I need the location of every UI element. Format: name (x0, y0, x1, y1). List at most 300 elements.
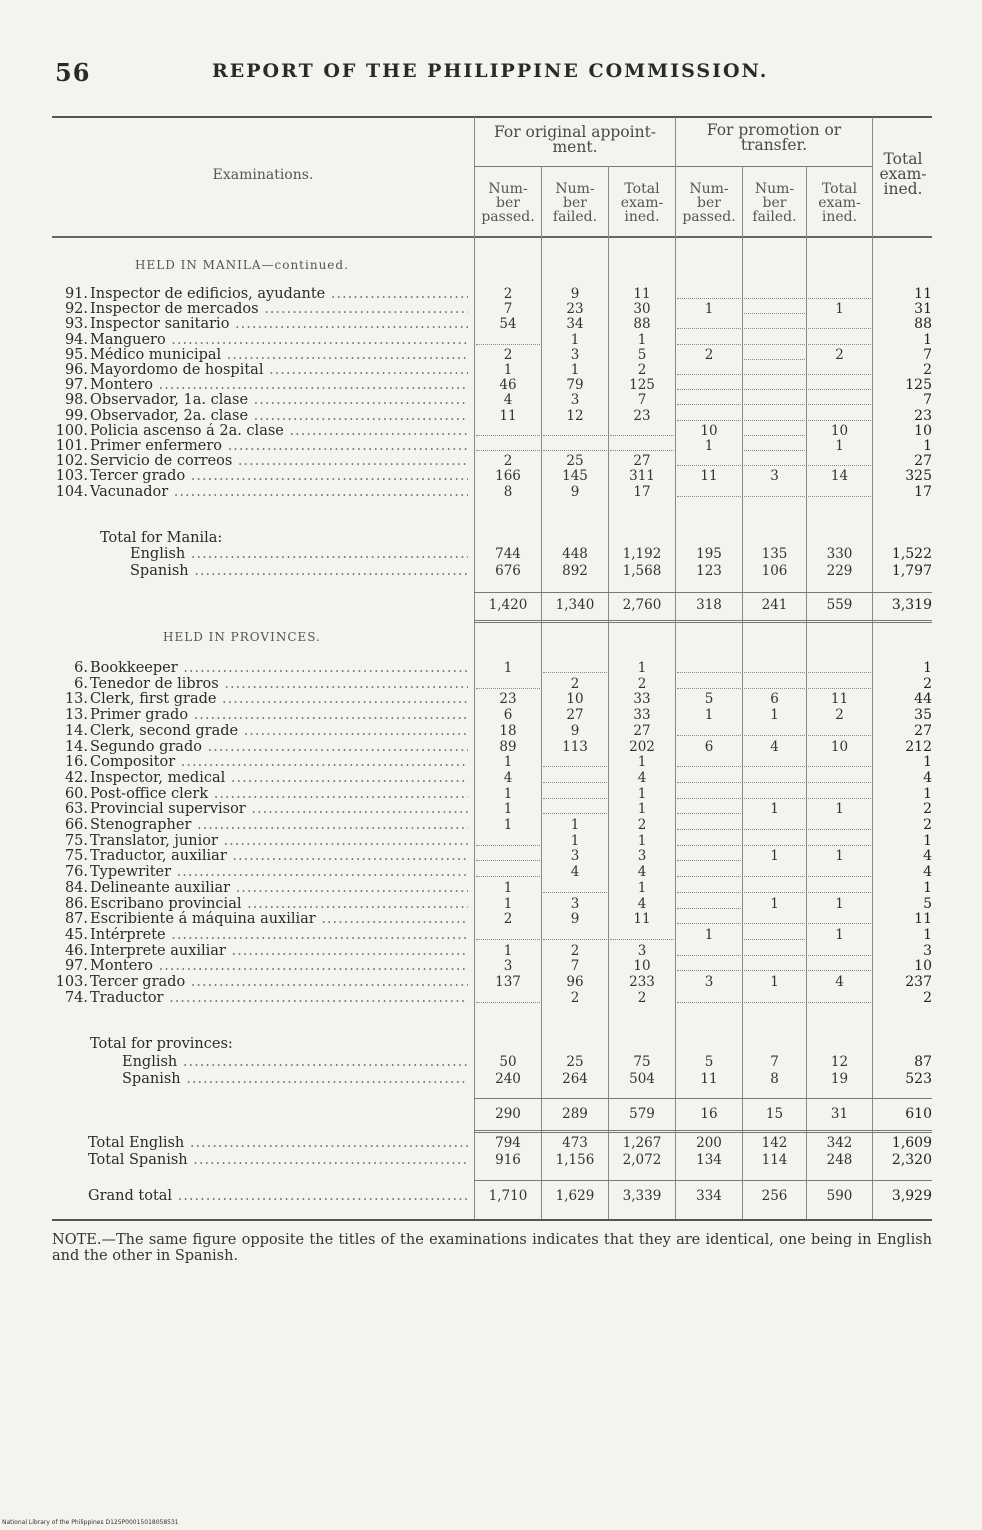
table-row (0, 660, 982, 677)
cell-op: 2 (503, 346, 513, 363)
cell-total-examined: 27 (914, 722, 932, 739)
original-appointment-header: For original appoint- ment. (493, 123, 657, 156)
cell-ot: 33 (633, 691, 651, 708)
cell-op: 676 (495, 563, 521, 579)
cell-total-examined: 125 (905, 377, 932, 394)
cell-ot: 17 (633, 483, 651, 500)
exam-number: 93. (64, 316, 88, 333)
table-row (0, 739, 982, 756)
cell-total-examined: 523 (905, 1071, 932, 1087)
exam-title: Clerk, second grade ..... (90, 723, 468, 739)
manila-sum-rule (474, 592, 932, 593)
cell-pt (808, 362, 871, 375)
cell-pf: 8 (770, 1071, 779, 1087)
cell-ot: 7 (637, 392, 647, 409)
exam-number: 84. (64, 879, 88, 896)
cell-of: 2 (570, 675, 580, 692)
exam-number: 86. (64, 895, 88, 912)
cell-of (543, 660, 607, 673)
cell-pf (744, 408, 805, 421)
exam-number: 63. (64, 801, 88, 818)
cell-ot: 1 (637, 331, 647, 348)
promotion-transfer-header: For promotion or transfer. (706, 121, 842, 154)
cell-pp: 123 (696, 563, 722, 579)
grand-total-rule (474, 1180, 932, 1181)
num-passed-header: Num- ber passed. (481, 181, 535, 225)
table-row (0, 943, 982, 960)
exam-label (52, 943, 468, 960)
exam-title: Montero ..... (90, 958, 468, 974)
cell-total-examined: 11 (914, 911, 932, 928)
total-exam-header: Total exam- ined. (620, 181, 664, 225)
total-label (122, 1071, 468, 1088)
page-number: 56 (55, 58, 91, 87)
cell-pf (744, 927, 805, 940)
cell-pp (677, 770, 741, 783)
cell-ot: 4 (637, 864, 647, 881)
cell-ot: 4 (637, 769, 647, 786)
provinces-sum-row (0, 1106, 982, 1123)
cell-pt (808, 676, 871, 689)
cell-pt: 19 (830, 1071, 849, 1087)
cell-ot: 2 (637, 675, 647, 692)
cell-pt: 590 (826, 1188, 853, 1204)
cell-pp (677, 660, 741, 673)
cell-pf: 106 (761, 563, 788, 579)
cell-pt: 11 (830, 691, 849, 708)
cell-op: 8 (503, 483, 513, 500)
cell-op: 1 (503, 362, 513, 378)
cell-pf (744, 770, 805, 783)
exam-number: 76. (64, 864, 88, 881)
cell-total-examined: 31 (914, 301, 932, 318)
cell-op: 1 (503, 879, 513, 896)
cell-ot: 27 (633, 722, 651, 739)
exam-number: 87. (64, 911, 88, 928)
exam-title: Segundo grado ..... (90, 739, 468, 755)
exam-label (52, 927, 468, 944)
cell-op: 137 (495, 974, 521, 990)
cell-op: 1 (503, 785, 513, 802)
manila-sum-row (0, 597, 982, 614)
cell-pp (677, 880, 741, 893)
cell-op: 2 (503, 911, 513, 928)
cell-pt: 1 (835, 848, 844, 865)
exam-number: 14. (64, 722, 88, 739)
table-row (0, 911, 982, 928)
exam-title: Stenographer ..... (90, 817, 468, 833)
table-row (0, 817, 982, 834)
exam-label (52, 990, 468, 1007)
exam-title: Provincial supervisor ..... (90, 801, 468, 817)
cell-pp: 1 (704, 301, 714, 318)
cell-pp (677, 484, 741, 497)
exam-number: 94. (64, 331, 88, 348)
cell-pt: 1 (835, 895, 844, 912)
cell-total-examined: 4 (923, 864, 932, 881)
exam-number: 13. (64, 707, 88, 724)
cell-pf: 3 (770, 468, 779, 485)
cell-of: 9 (570, 722, 580, 739)
exam-label (52, 801, 468, 818)
cell-of: 1,629 (555, 1188, 595, 1204)
cell-pt (808, 990, 871, 1003)
exam-title: Intérprete ..... (90, 927, 468, 943)
library-footer: National Library of the Philippines D125P00015018058531 (2, 1519, 179, 1526)
exam-label (52, 896, 468, 913)
cell-of: 25 (566, 1054, 584, 1070)
cell-pp (677, 408, 741, 421)
exam-title: Vacunador ..... (90, 484, 468, 500)
cell-pt (808, 754, 871, 767)
cell-total-examined: 44 (914, 691, 932, 708)
cell-total-examined: 3,929 (891, 1188, 932, 1204)
cell-pt (808, 332, 871, 345)
cell-ot: 579 (629, 1106, 655, 1122)
cell-pf (744, 316, 805, 329)
cell-of: 1 (570, 832, 580, 849)
cell-pt: 4 (835, 974, 844, 990)
cell-total-examined: 1 (923, 754, 932, 771)
cell-pp: 195 (696, 546, 722, 562)
promo-failed-header: Num- ber failed. (752, 181, 797, 225)
cell-pf (744, 723, 805, 736)
cell-op (476, 438, 540, 451)
exam-title: Primer enfermero ..... (90, 438, 468, 454)
cell-ot: 1 (637, 785, 647, 802)
cell-ot: 11 (633, 286, 651, 302)
cell-ot: 2,072 (622, 1152, 662, 1168)
exam-title: Tercer grado ..... (90, 974, 468, 990)
cell-total-examined: 2 (923, 362, 932, 378)
cell-ot: 1,267 (622, 1135, 662, 1151)
cell-total-examined: 3 (923, 942, 932, 959)
cell-op: 1 (503, 754, 513, 771)
exam-label (52, 974, 468, 991)
total-label (88, 1152, 468, 1169)
cell-pp (677, 943, 741, 956)
cell-of: 23 (566, 301, 584, 318)
cell-total-examined: 1 (923, 926, 932, 943)
exam-title: Tenedor de libros ..... (90, 676, 468, 692)
exam-title: Typewriter ..... (90, 864, 468, 880)
cell-pf: 6 (770, 691, 779, 708)
cell-pp (677, 911, 741, 924)
exam-title: Inspector de mercados ..... (90, 301, 468, 317)
exam-number: 92. (64, 301, 88, 318)
exam-label (52, 880, 468, 897)
exam-title: Primer grado ..... (90, 707, 468, 723)
cell-pt (808, 880, 871, 893)
cell-pf: 114 (761, 1152, 788, 1168)
cell-pp: 2 (704, 346, 714, 363)
cell-pf: 1 (770, 974, 779, 990)
exam-number: 97. (64, 958, 88, 975)
cell-pt: 342 (826, 1135, 853, 1151)
cell-ot: 504 (629, 1071, 655, 1087)
exam-title: Traductor ..... (90, 990, 468, 1006)
cell-total-examined: 1 (923, 331, 932, 348)
exam-number: 46. (64, 942, 88, 959)
cell-pp: 5 (704, 1054, 714, 1070)
cell-total-examined: 2 (923, 989, 932, 1006)
cell-total-examined: 7 (923, 346, 932, 363)
cell-pp: 334 (696, 1188, 722, 1204)
cell-pf (744, 943, 805, 956)
exam-number: 104. (55, 483, 88, 500)
cell-ot: 30 (633, 301, 651, 318)
cell-ot: 2 (637, 817, 647, 833)
cell-of: 1,156 (555, 1152, 595, 1168)
table-row (0, 848, 982, 865)
exam-number: 6. (74, 660, 88, 676)
manila-english-row (0, 546, 982, 563)
cell-pf (744, 362, 805, 375)
cell-of: 3 (570, 848, 580, 865)
cell-of (543, 801, 607, 814)
cell-pp: 200 (696, 1135, 722, 1151)
cell-op: 1 (503, 801, 513, 818)
exam-number: 100. (55, 422, 88, 439)
cell-of: 79 (566, 377, 584, 394)
group-header-rule (474, 166, 872, 167)
cell-pf: 241 (761, 597, 788, 613)
table-row (0, 484, 982, 501)
cell-pf (744, 864, 805, 877)
cell-of: 27 (566, 707, 584, 724)
cell-pf (744, 911, 805, 924)
cell-op: 1,710 (488, 1188, 528, 1204)
cell-pp (677, 990, 741, 1003)
exam-title: Montero ..... (90, 377, 468, 393)
cell-pt (808, 817, 871, 830)
cell-pp: 134 (696, 1152, 722, 1168)
exam-title: Post-office clerk ..... (90, 786, 468, 802)
exam-title: Inspector, medical ..... (90, 770, 468, 786)
cell-pt (808, 770, 871, 783)
cell-of: 3 (570, 895, 580, 912)
exam-title: Traductor, auxiliar ..... (90, 848, 468, 864)
exam-label (52, 676, 468, 693)
cell-total-examined: 3,319 (891, 597, 932, 613)
cell-total-examined: 1 (923, 660, 932, 676)
header-bottom-rule (52, 236, 932, 238)
cell-op: 166 (495, 468, 521, 485)
cell-pf (744, 377, 805, 390)
total-label (122, 1054, 468, 1071)
exam-number: 96. (64, 362, 88, 378)
exam-number: 42. (64, 769, 88, 786)
examinations-header: Examinations. (212, 167, 314, 183)
table-row (0, 927, 982, 944)
cell-pt: 1 (835, 801, 844, 818)
cell-total-examined: 27 (914, 453, 932, 470)
cell-op: 46 (499, 377, 517, 394)
exam-number: 103. (55, 974, 88, 990)
cell-pf (744, 880, 805, 893)
cell-pt (808, 911, 871, 924)
cell-ot (610, 423, 674, 436)
cell-pf: 7 (770, 1054, 779, 1070)
cell-pt: 1 (835, 301, 844, 318)
cell-pp: 5 (704, 691, 714, 708)
total-label-text: English ..... (130, 546, 468, 562)
cell-total-examined: 325 (905, 468, 932, 485)
cell-pp (677, 377, 741, 390)
cell-of (543, 423, 607, 436)
cell-op: 18 (499, 722, 517, 739)
exam-title: Tercer grado ..... (90, 468, 468, 484)
cell-op: 2 (503, 286, 513, 302)
exam-number: 75. (64, 832, 88, 849)
exam-label (52, 484, 468, 501)
cell-pt: 1 (835, 438, 844, 454)
cell-total-examined: 88 (914, 316, 932, 333)
cell-ot: 1 (637, 801, 647, 818)
exam-label (52, 739, 468, 756)
cell-ot: 125 (629, 377, 655, 394)
exam-title: Servicio de correos ..... (90, 453, 468, 469)
cell-of: 9 (570, 286, 580, 302)
exam-number: 103. (55, 468, 88, 485)
exam-title: Observador, 1a. clase ..... (90, 392, 468, 408)
cell-pf (744, 990, 805, 1003)
cell-of (543, 770, 607, 783)
cell-op (476, 864, 540, 877)
cell-ot: 233 (629, 974, 655, 990)
cell-op (476, 990, 540, 1003)
cell-ot: 2,760 (622, 597, 662, 613)
cell-pf (744, 438, 805, 451)
cell-ot (610, 438, 674, 451)
cell-pf (744, 958, 805, 971)
total-label (88, 1135, 468, 1152)
cell-total-examined: 23 (914, 407, 932, 424)
cell-pt: 330 (826, 546, 853, 562)
cell-pp: 6 (704, 738, 714, 755)
exam-label (52, 691, 468, 708)
provinces-end-rule (474, 1130, 932, 1133)
total-spanish-row (0, 1152, 982, 1169)
table-row (0, 801, 982, 818)
cell-pp: 16 (700, 1106, 718, 1122)
exam-title: Bookkeeper ..... (90, 660, 468, 676)
cell-ot: 1 (637, 832, 647, 849)
exam-title: Manguero ..... (90, 332, 468, 348)
cell-total-examined: 4 (923, 769, 932, 786)
cell-pt (808, 660, 871, 673)
table-note: NOTE.—The same figure opposite the titles of the examinations indicates that they are identical, one being in English and the other in Spanish. (52, 1232, 932, 1264)
cell-ot: 202 (629, 738, 655, 755)
exam-number: 102. (55, 453, 88, 470)
cell-of (543, 754, 607, 767)
cell-pp (677, 723, 741, 736)
manila-spanish-row (0, 563, 982, 580)
table-row (0, 754, 982, 771)
cell-op: 89 (499, 738, 517, 755)
cell-pf: 1 (770, 895, 779, 912)
cell-of: 4 (570, 864, 580, 881)
cell-ot: 75 (633, 1054, 651, 1070)
cell-pt (808, 958, 871, 971)
cell-pt (808, 453, 871, 466)
exam-label (52, 864, 468, 881)
table-row (0, 974, 982, 991)
cell-of: 113 (562, 738, 588, 755)
cell-ot: 2 (637, 989, 647, 1006)
cell-op: 1,420 (488, 597, 528, 613)
cell-op: 54 (499, 316, 517, 333)
promo-passed-header: Num- ber passed. (682, 181, 736, 225)
cell-total-examined: 87 (914, 1054, 932, 1070)
table-row (0, 707, 982, 724)
cell-total-examined: 7 (923, 392, 932, 409)
cell-pt: 10 (830, 738, 849, 755)
exam-title: Interprete auxiliar ..... (90, 943, 468, 959)
cell-pf (744, 286, 805, 299)
cell-total-examined: 237 (905, 974, 932, 990)
cell-pp (677, 332, 741, 345)
cell-pf (744, 660, 805, 673)
total-label (130, 546, 468, 563)
cell-pt (808, 943, 871, 956)
cell-total-examined: 1 (923, 832, 932, 849)
exam-title: Inspector sanitario ..... (90, 316, 468, 332)
cell-op: 290 (495, 1106, 521, 1122)
cell-pf (744, 754, 805, 767)
cell-of (543, 927, 607, 940)
cell-total-examined: 1 (923, 438, 932, 454)
cell-op: 4 (503, 769, 513, 786)
cell-op: 1 (503, 817, 513, 833)
provinces-section-heading: HELD IN PROVINCES. (163, 630, 321, 644)
cell-op: 1 (503, 942, 513, 959)
cell-op: 3 (503, 958, 513, 975)
cell-pt (808, 723, 871, 736)
cell-op: 794 (495, 1135, 521, 1151)
cell-pp: 318 (696, 597, 722, 613)
cell-total-examined: 2 (923, 801, 932, 818)
cell-ot: 1,192 (622, 546, 662, 562)
cell-of: 1 (570, 331, 580, 348)
exam-title: Observador, 2a. clase ..... (90, 408, 468, 424)
cell-op: 1 (503, 895, 513, 912)
cell-of: 34 (566, 316, 584, 333)
exam-title: Delineante auxiliar ..... (90, 880, 468, 896)
exam-label (52, 786, 468, 803)
cell-pt: 10 (830, 422, 849, 439)
cell-op: 23 (499, 691, 517, 708)
cell-pt: 229 (826, 563, 853, 579)
cell-pt (808, 786, 871, 799)
cell-pp (677, 786, 741, 799)
exam-label (52, 660, 468, 677)
total-label-text: Total Spanish ..... (88, 1152, 468, 1168)
cell-of: 892 (562, 563, 588, 579)
exam-number: 91. (64, 286, 88, 302)
cell-pf (744, 817, 805, 830)
exam-number: 99. (64, 407, 88, 424)
cell-pt (808, 864, 871, 877)
table-row (0, 786, 982, 803)
exam-number: 16. (64, 754, 88, 771)
exam-title: Escribano provincial ..... (90, 896, 468, 912)
cell-pp (677, 453, 741, 466)
cell-of (543, 880, 607, 893)
total-label-text: Total English ..... (88, 1135, 468, 1151)
exam-title: Escribiente á máquina auxiliar ..... (90, 911, 468, 927)
cell-ot: 11 (633, 911, 651, 928)
